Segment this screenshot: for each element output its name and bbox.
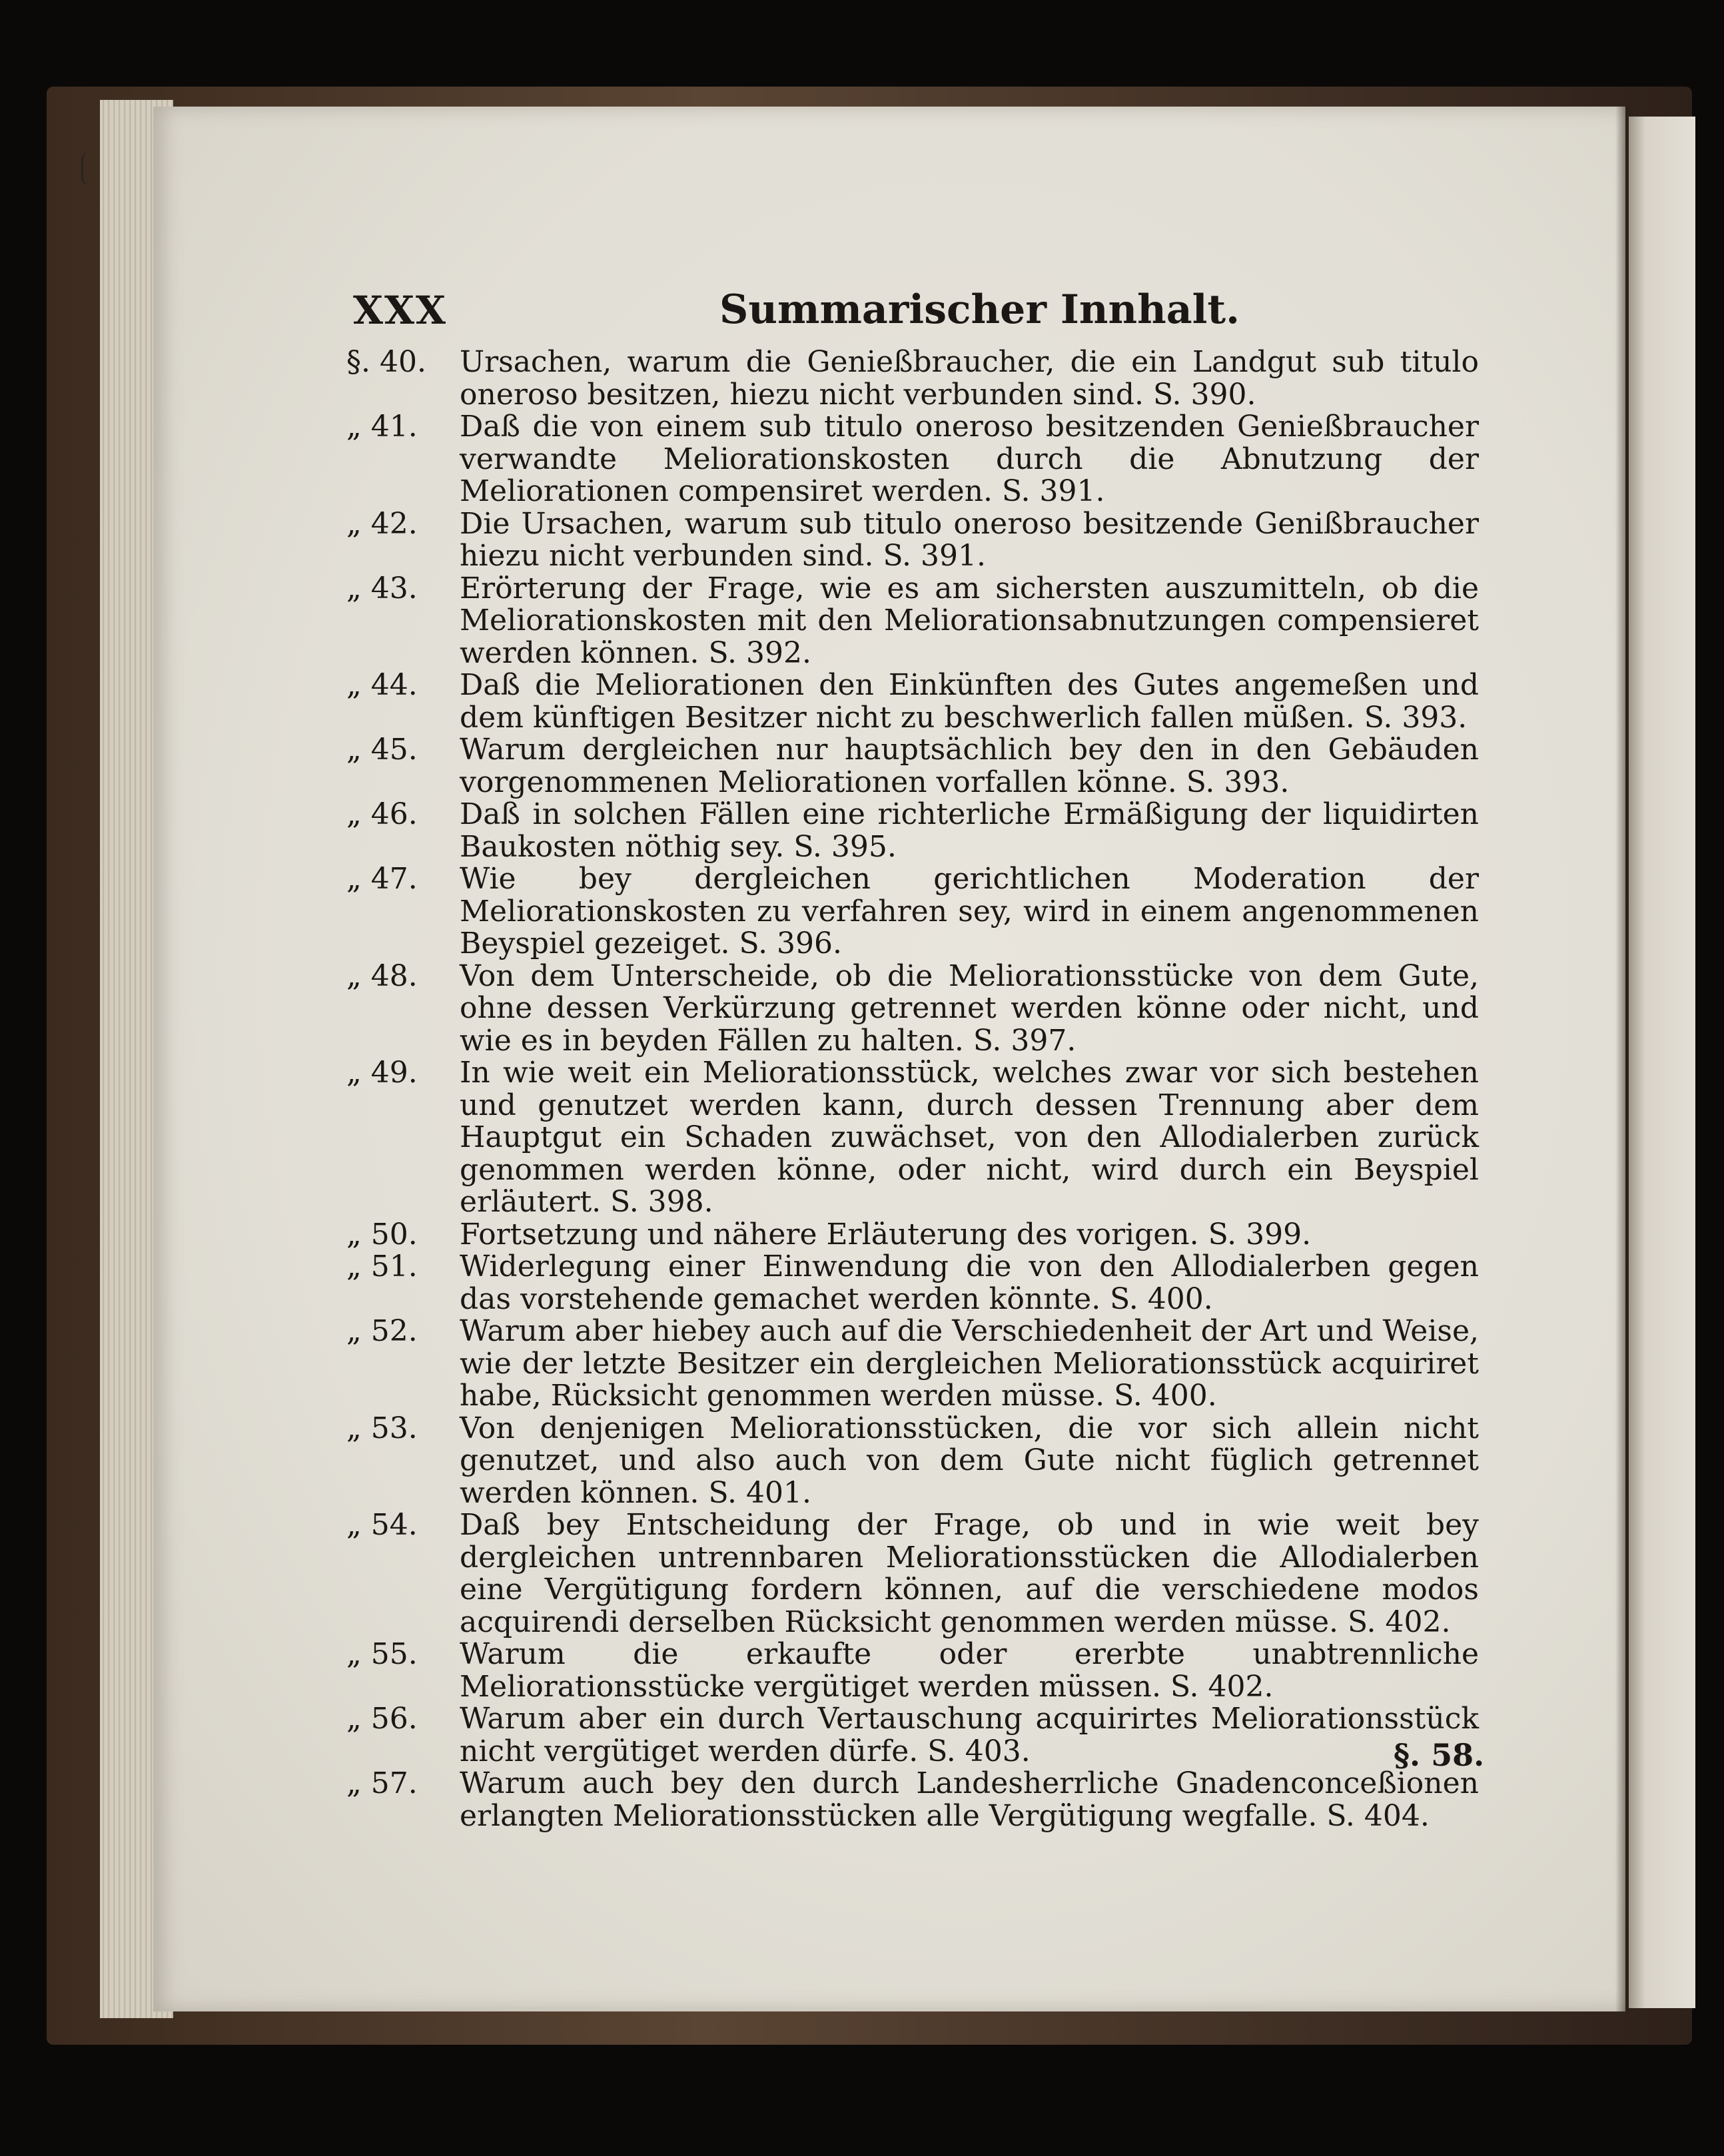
entry-text: Daß die Meliorationen den Einkünften des Gutes angemeßen und dem künftigen Besitzer nicht zu beschwerlich fallen müßen. S. 393.: [460, 668, 1479, 735]
paragraph-number: „ 44.: [346, 668, 418, 702]
paragraph-number: „ 46.: [346, 797, 418, 831]
entry-text: Von denjenigen Meliorationsstücken, die vor sich allein nicht genutzet, und also auch von dem Gute nicht füglich getrennet werden können. S. 401.: [460, 1411, 1479, 1510]
summary-entry: [346, 508, 1479, 573]
summary-entry: [346, 734, 1479, 799]
paragraph-number: „ 56.: [346, 1702, 418, 1736]
entry-text: Warum aber hiebey auch auf die Verschiedenheit der Art und Weise, wie der letzte Besitzer ein dergleichen Meliorationsstück acquiriret habe, Rücksicht genommen werden müsse. S. 400.: [460, 1314, 1479, 1413]
summary-entry: [346, 669, 1479, 734]
entry-text: Daß die von einem sub titulo oneroso besitzenden Genießbraucher verwandte Meliorationskosten durch die Abnutzung der Meliorationen compensiret werden. S. 391.: [460, 410, 1479, 508]
paragraph-number: „ 53.: [346, 1411, 418, 1445]
entry-text: Ursachen, warum die Genießbraucher, die ein Landgut sub titulo oneroso besitzen, hiezu nicht verbunden sind. S. 390.: [460, 345, 1479, 412]
paragraph-number: „ 54.: [346, 1508, 418, 1542]
entry-text: Warum auch bey den durch Landesherrliche Gnadenconceßionen erlangten Meliorationsstücken alle Vergütigung wegfalle. S. 404.: [460, 1766, 1479, 1833]
summary-entry: [346, 573, 1479, 670]
summary-entry: [346, 1509, 1479, 1638]
paragraph-number: „ 48.: [346, 958, 418, 993]
summary-entry: [346, 1315, 1479, 1413]
paragraph-number: „ 50.: [346, 1217, 418, 1252]
entry-text: In wie weit ein Meliorationsstück, welches zwar vor sich bestehen und genutzet werden kann, durch dessen Trennung aber dem Hauptgut ein Schaden zuwächset, von den Allodialerben zurück genommen werden könne, oder nicht, wird durch ein Beyspiel erläutert. S. 398.: [460, 1056, 1479, 1219]
paragraph-number: „ 57.: [346, 1766, 418, 1800]
summary-entry: [346, 1703, 1479, 1768]
facing-page-edge: [1629, 117, 1695, 2008]
paragraph-number: „ 49.: [346, 1056, 418, 1090]
paragraph-number: „ 51.: [346, 1250, 418, 1283]
paragraph-number: „ 43.: [346, 571, 418, 605]
summary-entry: [346, 960, 1479, 1058]
summary-entry: [346, 863, 1479, 960]
summary-entry: [346, 1413, 1479, 1510]
entry-text: Erörterung der Frage, wie es am sichersten auszumitteln, ob die Meliorationskosten mit den Meliorationsabnutzungen compensieret werden können. S. 392.: [460, 571, 1479, 670]
entry-text: Warum die erkaufte oder ererbte unabtrennliche Meliorationsstücke vergütiget werden müssen. S. 402.: [460, 1637, 1479, 1704]
paragraph-number: §. 40.: [346, 345, 426, 379]
summary-entry: [346, 1638, 1479, 1703]
catchword: §. 58.: [1394, 1737, 1485, 1773]
entry-text: Fortsetzung und nähere Erläuterung des vorigen. S. 399.: [460, 1217, 1312, 1252]
paragraph-number: „ 52.: [346, 1314, 418, 1348]
summary-entry: [346, 1219, 1479, 1252]
summary-entry: [346, 1768, 1479, 1832]
entry-text: Widerlegung einer Einwendung die von den Allodialerben gegen das vorstehende gemachet werden könnte. S. 400.: [460, 1250, 1479, 1316]
summary-entry: [346, 346, 1479, 411]
entry-text: Warum aber ein durch Vertauschung acquirirtes Meliorationsstück nicht vergütiget werden dürfe. S. 403.: [460, 1702, 1479, 1768]
summary-entry: [346, 1251, 1479, 1315]
summary-entry: [346, 411, 1479, 508]
summary-entry: [346, 799, 1479, 863]
paragraph-number: „ 41.: [346, 410, 418, 444]
entry-text: Von dem Unterscheide, ob die Meliorationsstücke von dem Gute, ohne dessen Verkürzung getrennet werden könne oder nicht, und wie es in beyden Fällen zu halten. S. 397.: [460, 958, 1479, 1058]
paragraph-number: „ 47.: [346, 862, 418, 896]
entry-text: Daß bey Entscheidung der Frage, ob und in wie weit bey dergleichen untrennbaren Meliorationsstücken die Allodialerben eine Vergütigung fordern können, auf die verschiedene modos acquirendi derselben Rücksicht genommen werden müsse. S. 402.: [460, 1508, 1479, 1639]
summary-entry: [346, 1057, 1479, 1219]
entry-text: Die Ursachen, warum sub titulo oneroso besitzende Genißbraucher hiezu nicht verbunden sind. S. 391.: [460, 506, 1479, 573]
page-number-roman: XXX: [353, 288, 448, 333]
handwritten-mark: [81, 152, 103, 185]
running-title: Summarischer Innhalt.: [719, 286, 1240, 333]
paragraph-number: „ 55.: [346, 1637, 418, 1671]
paragraph-number: „ 42.: [346, 506, 418, 541]
entry-text: Wie bey dergleichen gerichtlichen Moderation der Meliorationskosten zu verfahren sey, wird in einem angenommenen Beyspiel gezeiget. S. 396.: [460, 862, 1479, 960]
entry-text: Daß in solchen Fällen eine richterliche Ermäßigung der liquidirten Baukosten nöthig sey. S. 395.: [460, 797, 1479, 864]
paragraph-number: „ 45.: [346, 733, 418, 767]
entry-text: Warum dergleichen nur hauptsächlich bey den in den Gebäuden vorgenommenen Meliorationen vorfallen könne. S. 393.: [460, 733, 1479, 799]
summary-entries: [346, 346, 1479, 1832]
